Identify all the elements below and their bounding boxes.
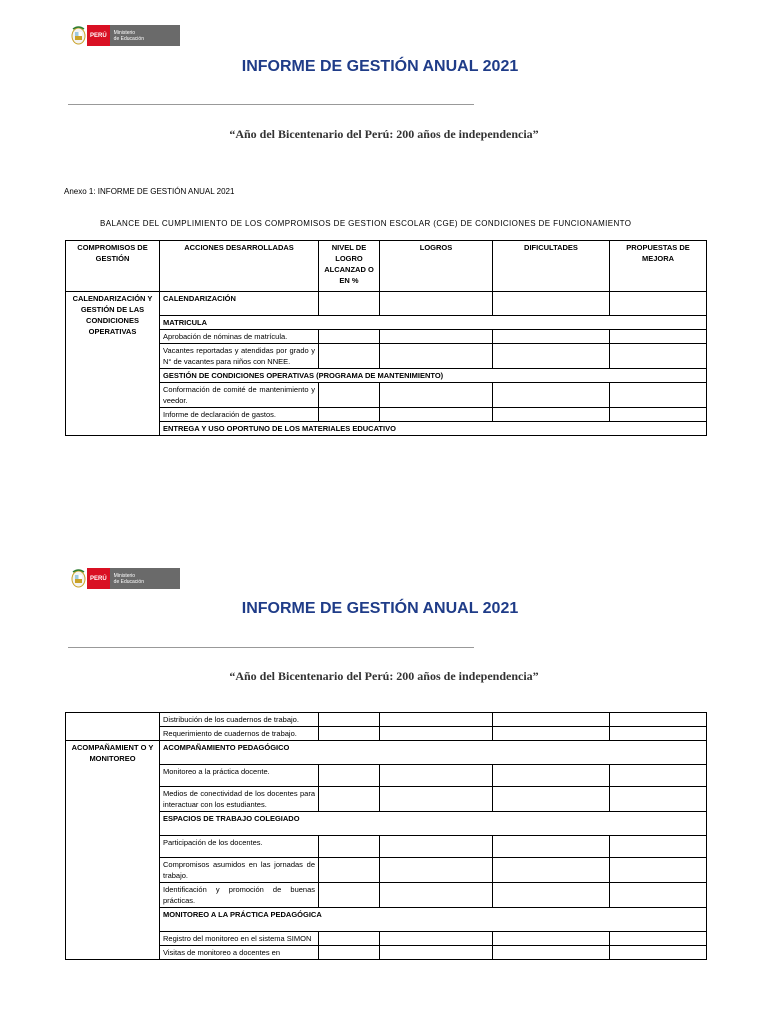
category-cell: ACOMPAÑAMIENT O Y MONITOREO <box>66 741 160 960</box>
peru-label: PERÚ <box>87 568 110 589</box>
table-cell[interactable] <box>380 836 493 858</box>
table-row <box>66 883 707 908</box>
table-cell[interactable] <box>319 836 380 858</box>
table-row <box>66 344 707 369</box>
table-cell[interactable] <box>380 946 493 960</box>
table-cell[interactable] <box>493 713 610 727</box>
column-header: DIFICULTADES <box>493 241 610 292</box>
section-cell: CALENDARIZACIÓN <box>160 292 319 316</box>
table-row <box>66 946 707 960</box>
table-cell[interactable] <box>493 932 610 946</box>
table-cell[interactable] <box>493 292 610 316</box>
table-cell[interactable] <box>493 727 610 741</box>
table-cell[interactable] <box>380 858 493 883</box>
table-cell[interactable] <box>610 932 707 946</box>
action-cell: Vacantes reportadas y atendidas por grado y N° de vacantes para niños con NNEE. <box>160 344 319 369</box>
table-cell[interactable] <box>380 765 493 787</box>
action-cell: Monitoreo a la práctica docente. <box>160 765 319 787</box>
section-cell: MONITOREO A LA PRÁCTICA PEDAGÓGICA <box>160 908 707 932</box>
table-cell[interactable] <box>319 408 380 422</box>
table-cell[interactable] <box>380 383 493 408</box>
table-cell[interactable] <box>380 292 493 316</box>
table-row <box>66 292 707 316</box>
table-cell[interactable] <box>319 883 380 908</box>
action-cell: Informe de declaración de gastos. <box>160 408 319 422</box>
table-cell[interactable] <box>319 858 380 883</box>
table-row <box>66 858 707 883</box>
table-row <box>66 812 707 836</box>
table-cell[interactable] <box>610 836 707 858</box>
action-cell: Participación de los docentes. <box>160 836 319 858</box>
table-cell[interactable] <box>319 946 380 960</box>
coat-of-arms-icon <box>70 568 87 589</box>
table-cell[interactable] <box>493 883 610 908</box>
page-title: INFORME DE GESTIÓN ANUAL 2021 <box>241 600 519 617</box>
table-row <box>66 369 707 383</box>
table-cell[interactable] <box>380 408 493 422</box>
ministry-line2: de Educación <box>113 578 144 585</box>
action-cell: Identificación y promoción de buenas prácticas. <box>160 883 319 908</box>
table-header-row <box>66 241 707 292</box>
table-row <box>66 316 707 330</box>
table-cell[interactable] <box>493 344 610 369</box>
column-header: LOGROS <box>380 241 493 292</box>
table-cell[interactable] <box>319 330 380 344</box>
table-cell[interactable] <box>493 383 610 408</box>
table-cell[interactable] <box>380 883 493 908</box>
table-row <box>66 765 707 787</box>
table-cell[interactable] <box>610 787 707 812</box>
table-row <box>66 932 707 946</box>
table-cell[interactable] <box>380 330 493 344</box>
section-cell: ESPACIOS DE TRABAJO COLEGIADO <box>160 812 707 836</box>
ministry-label <box>110 568 180 589</box>
table-cell[interactable] <box>319 344 380 369</box>
annex-label: Anexo 1: INFORME DE GESTIÓN ANUAL 2021 <box>64 187 235 196</box>
table-cell[interactable] <box>610 713 707 727</box>
ministry-logo <box>70 25 180 46</box>
table-cell[interactable] <box>380 787 493 812</box>
year-motto: “Año del Bicentenario del Perú: 200 años de independencia” <box>229 669 539 683</box>
ministry-logo <box>70 568 180 589</box>
document-page-2 <box>0 555 768 1024</box>
table-cell[interactable] <box>380 932 493 946</box>
table-cell[interactable] <box>493 787 610 812</box>
table-cell[interactable] <box>610 765 707 787</box>
table-cell[interactable] <box>380 713 493 727</box>
column-header: NIVEL DE LOGRO ALCANZAD O EN % <box>319 241 380 292</box>
table-cell[interactable] <box>319 932 380 946</box>
table-cell[interactable] <box>610 883 707 908</box>
column-header: ACCIONES DESARROLLADAS <box>160 241 319 292</box>
table-cell[interactable] <box>610 727 707 741</box>
table-cell[interactable] <box>493 946 610 960</box>
divider <box>68 647 474 648</box>
table-row <box>66 713 707 727</box>
category-cell: CALENDARIZACIÓN Y GESTIÓN DE LAS CONDICIONES OPERATIVAS <box>66 292 160 436</box>
ministry-line1: Ministerio <box>113 29 136 36</box>
section-cell: GESTIÓN DE CONDICIONES OPERATIVAS (PROGRAMA DE MANTENIMIENTO) <box>160 369 707 383</box>
ministry-label <box>110 25 180 46</box>
table-cell[interactable] <box>319 765 380 787</box>
column-header: COMPROMISOS DE GESTIÓN <box>66 241 160 292</box>
cge-table-2 <box>65 712 707 960</box>
table-cell[interactable] <box>319 727 380 741</box>
column-header: PROPUESTAS DE MEJORA <box>610 241 707 292</box>
action-cell: Aprobación de nóminas de matrícula. <box>160 330 319 344</box>
table-row <box>66 383 707 408</box>
action-cell: Distribución de los cuadernos de trabajo. <box>160 713 319 727</box>
action-cell: Visitas de monitoreo a docentes en <box>160 946 319 960</box>
table-row <box>66 908 707 932</box>
table-cell[interactable] <box>610 946 707 960</box>
table-cell[interactable] <box>319 713 380 727</box>
peru-label: PERÚ <box>87 25 110 46</box>
table-cell[interactable] <box>493 765 610 787</box>
table-row <box>66 422 707 436</box>
table-cell[interactable] <box>493 330 610 344</box>
table-cell[interactable] <box>610 383 707 408</box>
table-cell[interactable] <box>380 344 493 369</box>
ministry-line2: de Educación <box>113 35 144 42</box>
cge-table-1 <box>65 240 707 436</box>
category-cell <box>66 713 160 741</box>
table-cell[interactable] <box>380 727 493 741</box>
section-cell: MATRICULA <box>160 316 707 330</box>
section-cell: ACOMPAÑAMIENTO PEDAGÓGICO <box>160 741 707 765</box>
table-cell[interactable] <box>610 344 707 369</box>
divider <box>68 104 474 105</box>
year-motto: “Año del Bicentenario del Perú: 200 años de independencia” <box>229 127 539 141</box>
table-row <box>66 330 707 344</box>
action-cell: Requerimiento de cuadernos de trabajo. <box>160 727 319 741</box>
table-cell[interactable] <box>319 292 380 316</box>
table-cell[interactable] <box>610 408 707 422</box>
page-title: INFORME DE GESTIÓN ANUAL 2021 <box>241 58 519 75</box>
action-cell: Medios de conectividad de los docentes para interactuar con los estudiantes. <box>160 787 319 812</box>
table-row <box>66 727 707 741</box>
table-cell[interactable] <box>319 787 380 812</box>
action-cell: Conformación de comité de mantenimiento y veedor. <box>160 383 319 408</box>
table-cell[interactable] <box>610 858 707 883</box>
action-cell: Registro del monitoreo en el sistema SIMON <box>160 932 319 946</box>
table-cell[interactable] <box>610 330 707 344</box>
table-cell[interactable] <box>493 836 610 858</box>
table-row <box>66 787 707 812</box>
section-cell: ENTREGA Y USO OPORTUNO DE LOS MATERIALES EDUCATIVO <box>160 422 707 436</box>
table-row <box>66 741 707 765</box>
table-row <box>66 408 707 422</box>
table-row <box>66 836 707 858</box>
action-cell: Compromisos asumidos en las jornadas de trabajo. <box>160 858 319 883</box>
table-cell[interactable] <box>319 383 380 408</box>
table-cell[interactable] <box>610 292 707 316</box>
coat-of-arms-icon <box>70 25 87 46</box>
table-cell[interactable] <box>493 858 610 883</box>
balance-title: BALANCE DEL CUMPLIMIENTO DE LOS COMPROMISOS DE GESTION ESCOLAR (CGE) DE CONDICIONES DE FUNCIONAMIENTO <box>100 219 632 228</box>
table-cell[interactable] <box>493 408 610 422</box>
ministry-line1: Ministerio <box>113 572 136 579</box>
